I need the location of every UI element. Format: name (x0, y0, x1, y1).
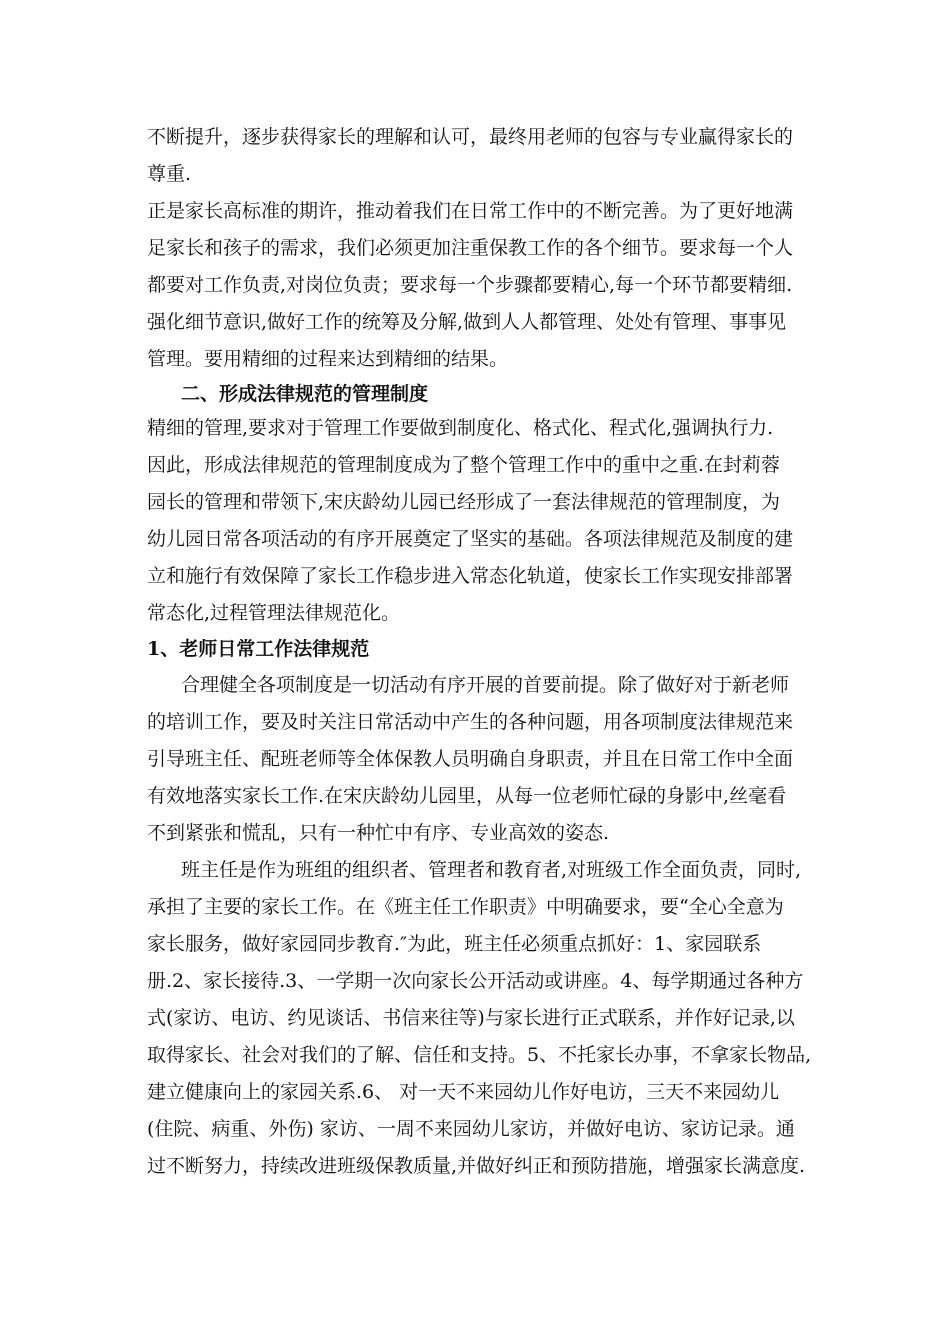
paragraph-line: 园长的管理和带领下,宋庆龄幼儿园已经形成了一套法律规范的管理制度，为 (147, 491, 781, 513)
paragraph-line: 尊重. (147, 163, 192, 185)
paragraph-line: 精细的管理,要求对于管理工作要做到制度化、格式化、程式化,强调执行力. (147, 417, 774, 439)
paragraph-line: 因此，形成法律规范的管理制度成为了整个管理工作中的重中之重.在封莉蓉 (147, 454, 781, 476)
paragraph-line: 取得家长、社会对我们的了解、信任和支持。5、不托家长办事，不拿家长物品, (147, 1044, 812, 1066)
paragraph-line: 强化细节意识,做好工作的统筹及分解,做到人人都管理、处处有管理、事事见 (147, 311, 787, 333)
paragraph-line: 都要对工作负责,对岗位负责；要求每一个步骤都要精心,每一个环节都要精细. (147, 274, 793, 296)
paragraph-line: 承担了主要的家长工作。在《班主任工作职责》中明确要求，要“全心全意为 (147, 896, 784, 918)
paragraph-line: 正是家长高标准的期许，推动着我们在日常工作中的不断完善。为了更好地满 (147, 200, 794, 222)
paragraph-line: 家长服务，做好家园同步教育.″为此，班主任必须重点抓好：1、家园联系 (147, 933, 762, 955)
paragraph-line: 常态化,过程管理法律规范化。 (147, 602, 401, 624)
paragraph-line: 式(家访、电访、约见谈话、书信来往等)与家长进行正式联系，并作好记录,以 (147, 1007, 795, 1029)
subsection-heading: 1、老师日常工作法律规范 (147, 638, 370, 660)
paragraph-line: 过不断努力，持续改进班级保教质量,并做好纠正和预防措施，增强家长满意度. (147, 1155, 806, 1177)
paragraph-line: 不到紧张和慌乱，只有一种忙中有序、专业高效的姿态. (147, 822, 610, 844)
section-heading: 二、形成法律规范的管理制度 (181, 383, 429, 405)
paragraph-line: 足家长和孩子的需求，我们必须更加注重保教工作的各个细节。要求每一个人 (147, 237, 794, 259)
paragraph-line: 册.2、家长接待.3、一学期一次向家长公开活动或讲座。4、每学期通过各种方 (147, 970, 804, 992)
paragraph-line: 合理健全各项制度是一切活动有序开展的首要前提。除了做好对于新老师 (181, 674, 790, 696)
paragraph-line: 幼儿园日常各项活动的有序开展奠定了坚实的基础。各项法律规范及制度的建 (147, 528, 794, 550)
paragraph-line: 立和施行有效保障了家长工作稳步进入常态化轨道，使家长工作实现安排部署 (147, 565, 794, 587)
paragraph-line: 引导班主任、配班老师等全体保教人员明确自身职责，并且在日常工作中全面 (147, 748, 794, 770)
paragraph-line: (住院、病重、外伤) 家访、一周不来园幼儿家访，并做好电访、家访记录。通 (147, 1118, 795, 1140)
paragraph-line: 的培训工作，要及时关注日常活动中产生的各种问题，用各项制度法律规范来 (147, 711, 794, 733)
paragraph-line: 班主任是作为班组的组织者、管理者和教育者,对班级工作全面负责，同时, (181, 859, 802, 881)
paragraph-line: 不断提升，逐步获得家长的理解和认可，最终用老师的包容与专业赢得家长的 (147, 126, 794, 148)
paragraph-line: 有效地落实家长工作.在宋庆龄幼儿园里，从每一位老师忙碌的身影中,丝毫看 (147, 785, 787, 807)
paragraph-line: 建立健康向上的家园关系.6、 对一天不来园幼儿作好电访，三天不来园幼儿 (147, 1081, 780, 1103)
paragraph-line: 管理。要用精细的过程来达到精细的结果。 (147, 348, 509, 370)
